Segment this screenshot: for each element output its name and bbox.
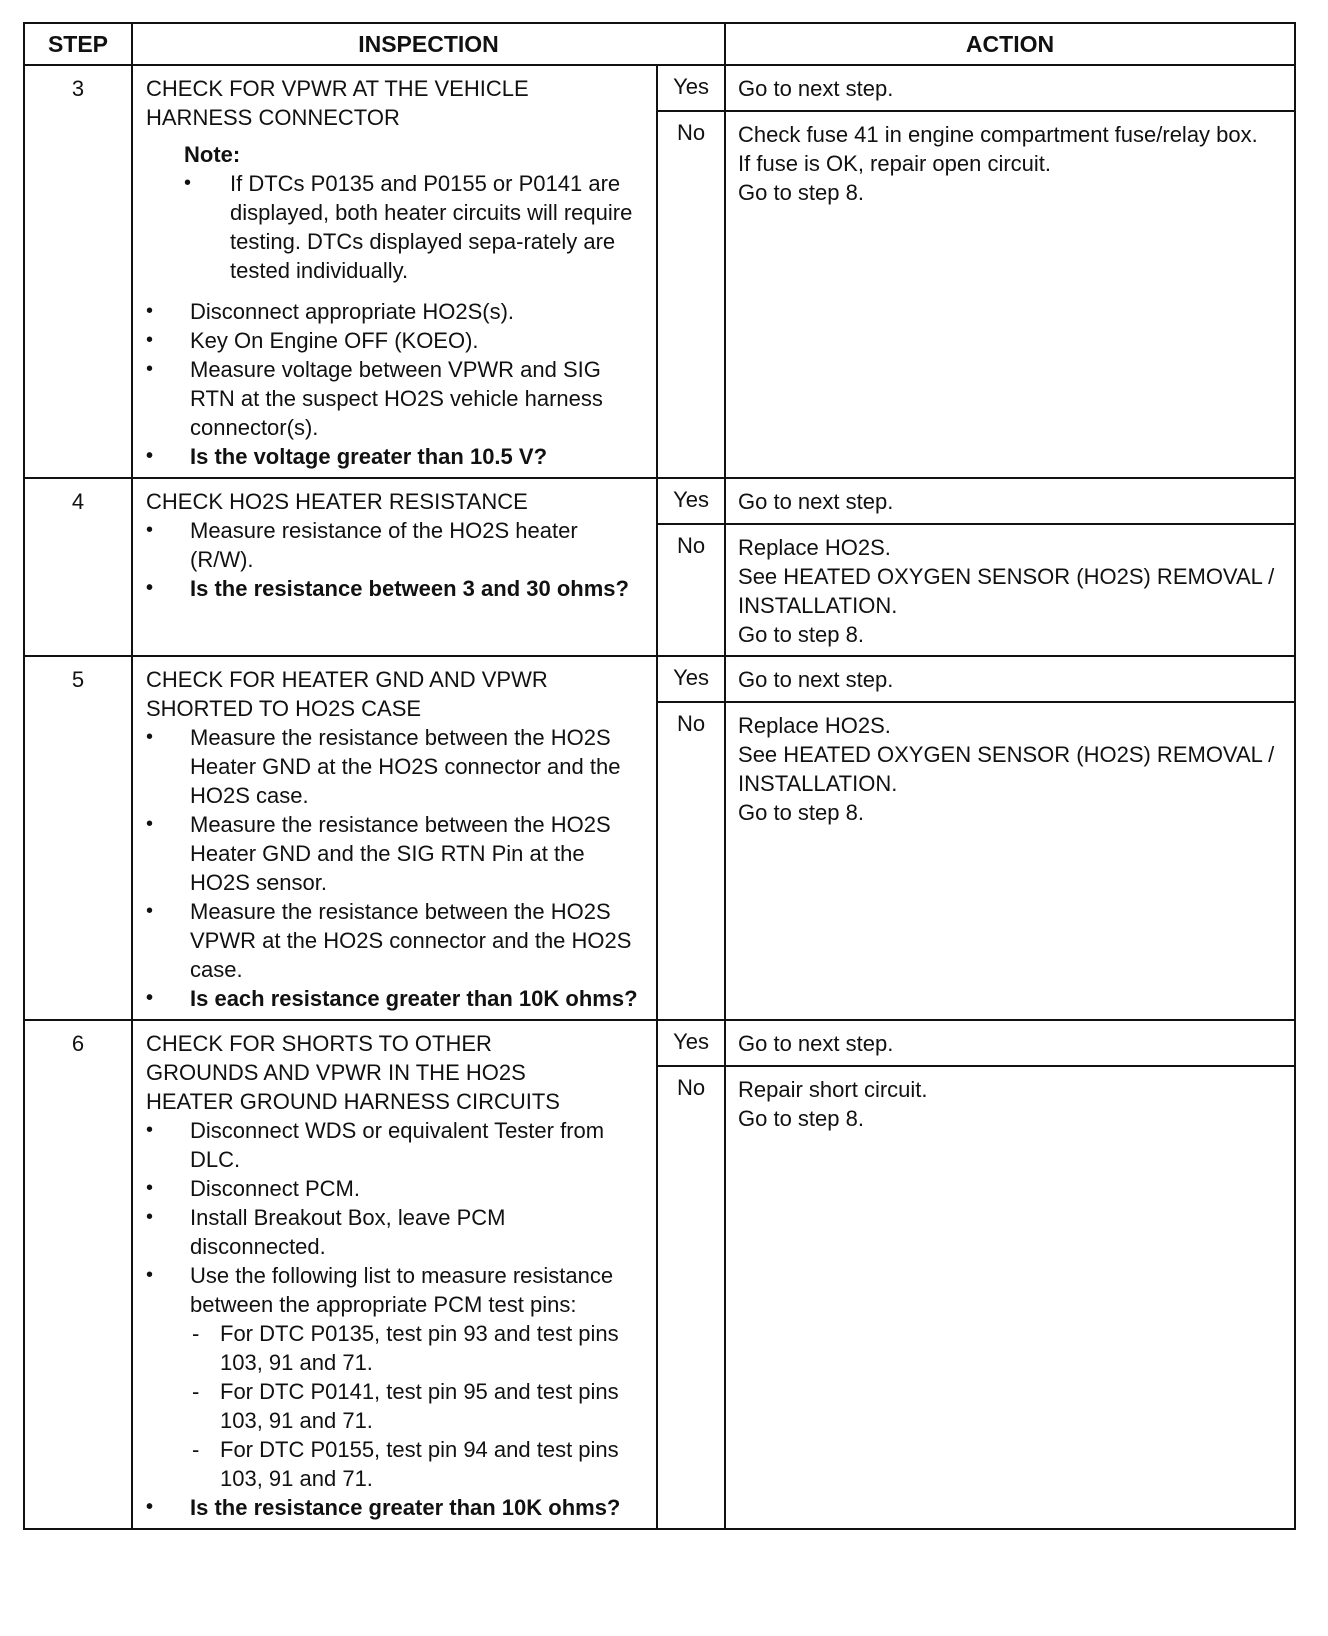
action-line: Check fuse 41 in engine compartment fuse/relay box. <box>738 122 1258 147</box>
no-action <box>725 524 1295 656</box>
step-4-yes-row <box>24 478 1295 524</box>
instruction-item: • Measure the resistance between the HO2S Heater GND and the SIG RTN Pin at the HO2S sensor. <box>146 810 646 897</box>
action-line: Go to step 8. <box>738 180 864 205</box>
action-line: Repair short circuit. <box>738 1077 928 1102</box>
question-item: • Is the resistance between 3 and 30 ohms? <box>146 574 646 603</box>
instruction-item: • Measure resistance of the HO2S heater (R/W). <box>146 516 646 574</box>
action-line: Replace HO2S. <box>738 713 891 738</box>
heading-line: CHECK FOR HEATER GND AND VPWR <box>146 667 548 692</box>
step-6-yes-row <box>24 1020 1295 1066</box>
instruction-item: • Install Breakout Box, leave PCM disconnected. <box>146 1203 646 1261</box>
inspection-heading: CHECK HO2S HEATER RESISTANCE <box>146 489 528 514</box>
inspection-cell <box>132 656 657 1020</box>
inspection-cell <box>132 1020 657 1529</box>
action-line: If fuse is OK, repair open circuit. <box>738 151 1052 176</box>
step-number: 4 <box>24 478 132 656</box>
instruction-item: • Disconnect appropriate HO2S(s). <box>146 297 646 326</box>
sub-item: - For DTC P0135, test pin 93 and test pins 103, 91 and 71. <box>146 1319 646 1377</box>
step-number: 6 <box>24 1020 132 1529</box>
question-item: • Is each resistance greater than 10K ohms? <box>146 984 646 1013</box>
header-row <box>24 23 1295 65</box>
yes-label: Yes <box>657 478 725 524</box>
instruction-item: • Disconnect WDS or equivalent Tester from DLC. <box>146 1116 646 1174</box>
instruction-item: • Disconnect PCM. <box>146 1174 646 1203</box>
instruction-item: • Key On Engine OFF (KOEO). <box>146 326 646 355</box>
inspection-cell <box>132 478 657 656</box>
no-action <box>725 111 1295 478</box>
action-line: Go to step 8. <box>738 622 864 647</box>
no-label: No <box>657 1066 725 1529</box>
no-label: No <box>657 111 725 478</box>
instruction-list <box>146 297 646 471</box>
question-item: • Is the voltage greater than 10.5 V? <box>146 442 646 471</box>
yes-label: Yes <box>657 656 725 702</box>
header-action: ACTION <box>725 23 1295 65</box>
no-action <box>725 702 1295 1020</box>
instruction-list <box>146 516 646 603</box>
sub-item: - For DTC P0155, test pin 94 and test pins 103, 91 and 71. <box>146 1435 646 1493</box>
header-step: STEP <box>24 23 132 65</box>
inspection-heading <box>146 665 646 723</box>
action-line: Go to step 8. <box>738 800 864 825</box>
action-line: Go to step 8. <box>738 1106 864 1131</box>
yes-label: Yes <box>657 1020 725 1066</box>
action-line: See HEATED OXYGEN SENSOR (HO2S) REMOVAL / INSTALLATION. <box>738 564 1275 618</box>
sub-item: - For DTC P0141, test pin 95 and test pins 103, 91 and 71. <box>146 1377 646 1435</box>
instruction-item: • Measure the resistance between the HO2S Heater GND at the HO2S connector and the HO2S case. <box>146 723 646 810</box>
action-line: Replace HO2S. <box>738 535 891 560</box>
yes-action: Go to next step. <box>725 65 1295 111</box>
heading-line: CHECK FOR SHORTS TO OTHER <box>146 1031 492 1056</box>
heading-line: SHORTED TO HO2S CASE <box>146 696 422 721</box>
yes-action: Go to next step. <box>725 656 1295 702</box>
step-number: 5 <box>24 656 132 1020</box>
step-number: 3 <box>24 65 132 478</box>
inspection-cell <box>132 65 657 478</box>
inspection-heading <box>146 1029 646 1116</box>
note-title: Note: <box>184 142 241 167</box>
heading-line: HEATER GROUND HARNESS CIRCUITS <box>146 1089 560 1114</box>
heading-line: HARNESS CONNECTOR <box>146 105 400 130</box>
yes-label: Yes <box>657 65 725 111</box>
no-label: No <box>657 524 725 656</box>
instruction-item: • Measure the resistance between the HO2S VPWR at the HO2S connector and the HO2S case. <box>146 897 646 984</box>
no-action <box>725 1066 1295 1529</box>
heading-line: GROUNDS AND VPWR IN THE HO2S <box>146 1060 526 1085</box>
instruction-list <box>146 1116 646 1522</box>
question-item: • Is the resistance greater than 10K ohms? <box>146 1493 646 1522</box>
no-label: No <box>657 702 725 1020</box>
instruction-item: • Measure voltage between VPWR and SIG RTN at the suspect HO2S vehicle harness connector(s). <box>146 355 646 442</box>
note-list <box>184 169 646 285</box>
yes-action: Go to next step. <box>725 478 1295 524</box>
instruction-item: • Use the following list to measure resistance between the appropriate PCM test pins: <box>146 1261 646 1319</box>
inspection-heading <box>146 74 646 132</box>
step-5-yes-row <box>24 656 1295 702</box>
header-inspection: INSPECTION <box>132 23 725 65</box>
heading-line: CHECK FOR VPWR AT THE VEHICLE <box>146 76 529 101</box>
action-line: See HEATED OXYGEN SENSOR (HO2S) REMOVAL / INSTALLATION. <box>738 742 1275 796</box>
instruction-list <box>146 723 646 1013</box>
step-3-yes-row <box>24 65 1295 111</box>
diagnostic-table <box>23 22 1296 1530</box>
note-item: • If DTCs P0135 and P0155 or P0141 are displayed, both heater circuits will require testing. DTCs displayed sepa-rately are tested individually. <box>184 169 646 285</box>
yes-action: Go to next step. <box>725 1020 1295 1066</box>
